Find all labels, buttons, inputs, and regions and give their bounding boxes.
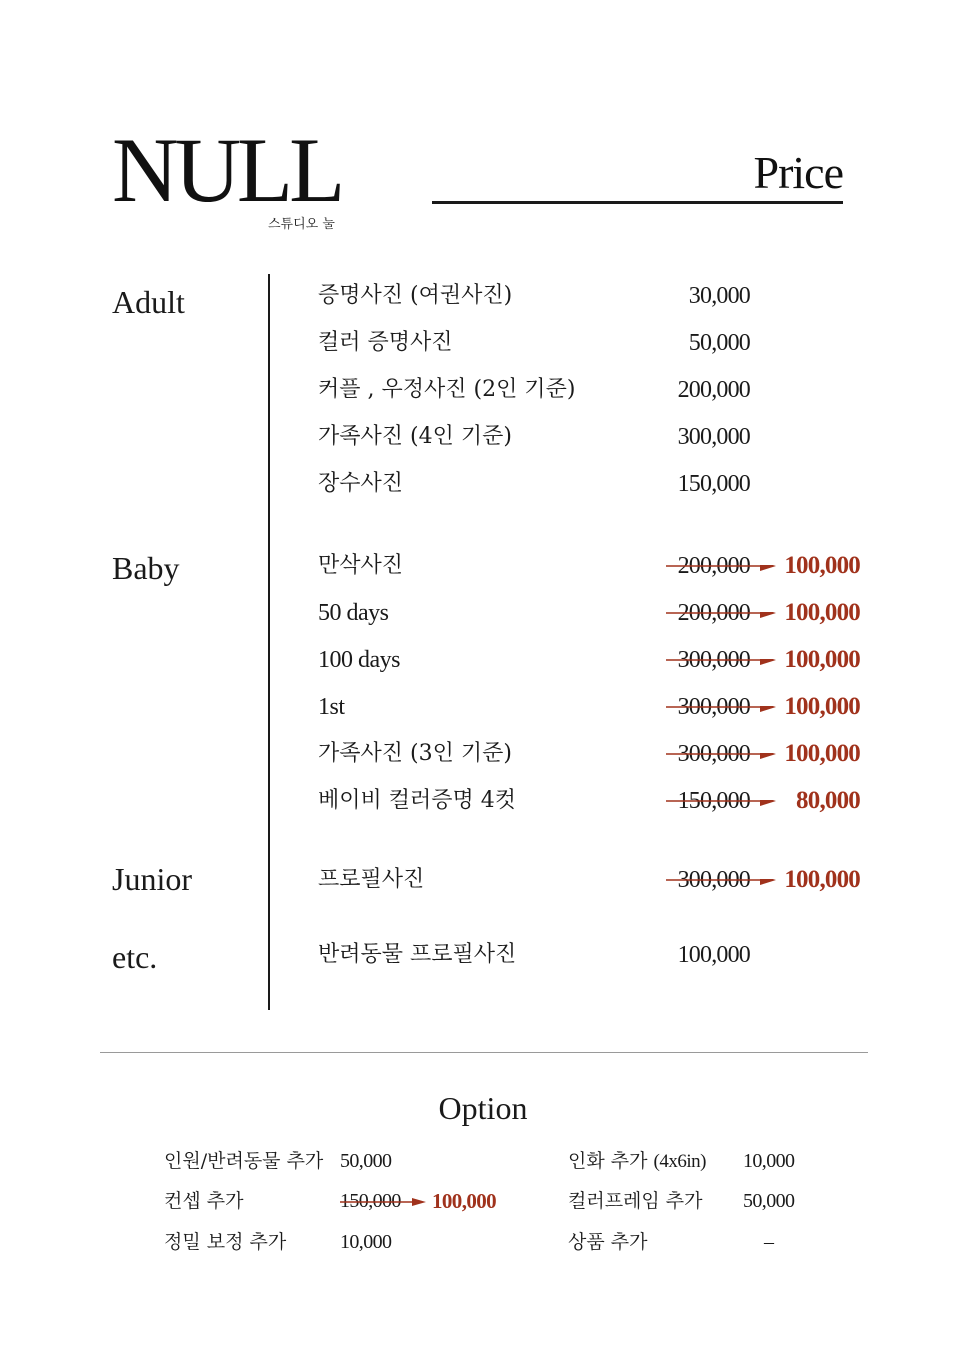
item-name: 컬러 증명사진	[318, 330, 453, 355]
discount-row	[318, 781, 878, 821]
price-row	[318, 323, 878, 363]
item-name: 만삭사진	[318, 553, 404, 578]
old-price: 300,000	[677, 867, 750, 893]
item-name: 프로필사진	[318, 867, 425, 892]
item-name: 가족사진 (4인 기준)	[318, 424, 512, 449]
option-label: 상품 추가	[568, 1231, 648, 1253]
option-label	[568, 1147, 706, 1176]
new-price: 100,000	[784, 599, 860, 626]
new-price: 100,000	[784, 646, 860, 673]
item-name: 증명사진 (여권사진)	[318, 283, 513, 308]
discount-row	[318, 860, 878, 900]
option-value: –	[764, 1231, 774, 1253]
item-price: 200,000	[677, 377, 750, 403]
discount-row	[318, 687, 878, 727]
strike-arrow-icon	[340, 1198, 426, 1212]
new-price: 100,000	[784, 866, 860, 893]
studio-logo: NULL	[112, 119, 342, 221]
discount-row	[318, 734, 878, 774]
new-price: 100,000	[784, 693, 860, 720]
item-name: 1st	[318, 694, 345, 720]
price-row	[318, 370, 878, 410]
category-baby: Baby	[112, 550, 180, 586]
price-row	[318, 464, 878, 504]
option-label: 컬러프레임 추가	[568, 1190, 703, 1212]
item-price: 50,000	[688, 330, 750, 356]
category-junior: Junior	[112, 861, 192, 897]
item-name: 커플 , 우정사진 (2인 기준)	[318, 377, 576, 402]
option-label-note: (4x6in)	[653, 1151, 706, 1172]
strike-arrow-icon	[666, 612, 776, 634]
option-value: 10,000	[340, 1231, 392, 1253]
old-price: 300,000	[677, 647, 750, 673]
option-old-value: 150,000	[340, 1190, 401, 1212]
option-label: 인원/반려동물 추가	[164, 1150, 324, 1172]
price-row	[318, 935, 878, 975]
item-name: 베이비 컬러증명 4컷	[318, 788, 516, 813]
discount-row	[318, 546, 878, 586]
old-price: 200,000	[677, 553, 750, 579]
new-price: 100,000	[784, 740, 860, 767]
item-name: 100 days	[318, 647, 400, 673]
item-price: 30,000	[688, 283, 750, 309]
item-price: 100,000	[677, 942, 750, 968]
discount-row	[318, 593, 878, 633]
old-price: 150,000	[677, 788, 750, 814]
old-price: 300,000	[677, 694, 750, 720]
price-row	[318, 417, 878, 457]
category-etc: etc.	[112, 939, 158, 975]
price-title: Price	[753, 147, 843, 198]
category-divider	[268, 274, 270, 1010]
discount-row	[318, 640, 878, 680]
title-underline	[432, 201, 843, 204]
strike-arrow-icon	[666, 753, 776, 775]
new-price: 100,000	[784, 552, 860, 579]
strike-arrow-icon	[666, 565, 776, 587]
option-title: Option	[438, 1090, 528, 1126]
option-label: 정밀 보정 추가	[164, 1231, 287, 1253]
item-name: 50 days	[318, 600, 389, 626]
item-price: 300,000	[677, 424, 750, 450]
option-value: 50,000	[340, 1150, 392, 1172]
strike-arrow-icon	[666, 800, 776, 822]
strike-arrow-icon	[666, 879, 776, 901]
price-row	[318, 276, 878, 316]
new-price: 80,000	[796, 787, 860, 814]
strike-arrow-icon	[666, 659, 776, 681]
strike-arrow-icon	[666, 706, 776, 728]
studio-subtitle: 스튜디오 눌	[268, 217, 335, 232]
item-name: 장수사진	[318, 471, 404, 496]
category-adult: Adult	[112, 284, 185, 320]
option-label-text: 인화 추가	[568, 1150, 648, 1172]
item-name: 반려동물 프로필사진	[318, 942, 517, 967]
option-value: 50,000	[743, 1190, 795, 1212]
option-label: 컨셉 추가	[164, 1190, 244, 1212]
old-price: 300,000	[677, 741, 750, 767]
old-price: 200,000	[677, 600, 750, 626]
item-price: 150,000	[677, 471, 750, 497]
option-value: 10,000	[743, 1150, 795, 1172]
section-divider	[100, 1052, 868, 1053]
option-new-value: 100,000	[432, 1189, 497, 1213]
item-name: 가족사진 (3인 기준)	[318, 741, 512, 766]
